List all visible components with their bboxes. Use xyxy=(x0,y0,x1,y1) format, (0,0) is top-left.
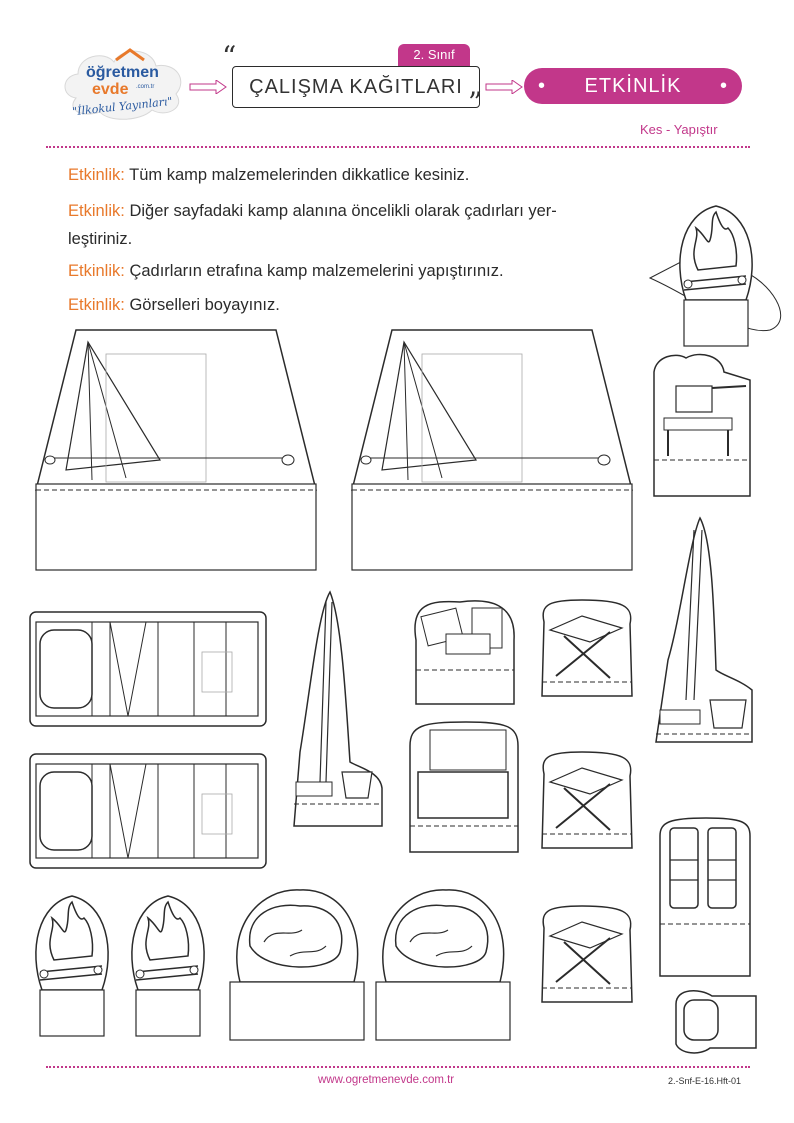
logo-text: öğretmen xyxy=(86,64,159,81)
instruction-label: Etkinlik: xyxy=(68,262,125,280)
close-quote-icon: ” xyxy=(468,86,483,119)
snacks-cutout xyxy=(415,601,514,704)
fishing-rod-cutout xyxy=(656,518,752,742)
stone-cutout xyxy=(230,890,364,1040)
divider xyxy=(46,1066,750,1068)
instruction-text: Diğer sayfadaki kamp alanına öncelikli olarak çadırları yer- xyxy=(124,202,557,220)
stool-cutout xyxy=(542,752,632,848)
footer-code: 2.-Snf-E-16.Hft-01 xyxy=(668,1076,742,1086)
tent-cutout xyxy=(352,330,632,570)
pillow-cutout xyxy=(676,991,756,1053)
campfire-cutout xyxy=(132,896,204,1036)
footer-url: www.ogretmenevde.com.tr xyxy=(318,1074,455,1086)
instruction-label: Etkinlik: xyxy=(68,166,125,184)
open-quote-icon: “ xyxy=(222,40,237,73)
logo-subtitle: "İlkokul Yayınları" xyxy=(71,94,174,119)
campfire-illustration xyxy=(650,206,781,346)
sleeping-bag-cutout xyxy=(30,754,266,868)
instruction-text: Görselleri boyayınız. xyxy=(124,296,280,314)
stool-cutout xyxy=(542,600,632,696)
cooler-cutout xyxy=(410,722,518,852)
bullet-icon: • xyxy=(719,75,728,97)
page-subtitle: Kes - Yapıştır xyxy=(640,122,718,137)
instruction-text: Çadırların etrafına kamp malzemelerini yapıştırınız. xyxy=(124,262,504,280)
grade-badge: 2. Sınıf xyxy=(398,44,470,66)
fishing-rod-cutout xyxy=(294,592,382,826)
tent-cutout xyxy=(36,330,316,570)
page-title: ÇALIŞMA KAĞITLARI xyxy=(232,66,480,108)
instruction-label: Etkinlik: xyxy=(68,296,125,314)
thermos-cutout xyxy=(660,818,750,976)
stone-cutout xyxy=(376,890,510,1040)
campfire-cutout xyxy=(36,896,108,1036)
sleeping-bag-cutout xyxy=(30,612,266,726)
bullet-icon: • xyxy=(538,75,547,97)
activity-label: ETKİNLİK xyxy=(584,75,682,97)
logo-text: evde xyxy=(92,81,129,98)
stool-cutout xyxy=(542,906,632,1002)
instruction-text: Tüm kamp malzemelerinden dikkatlice kesiniz. xyxy=(124,166,470,184)
stove-cutout xyxy=(654,354,750,496)
instruction-text: leştiriniz. xyxy=(68,230,133,248)
instruction-label: Etkinlik: xyxy=(68,202,125,220)
logo-domain: .com.tr xyxy=(136,84,155,90)
